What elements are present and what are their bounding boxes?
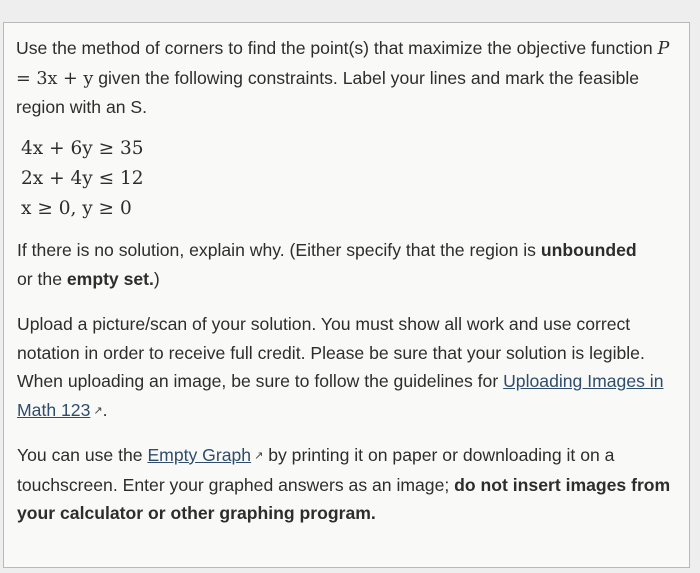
graph-bold-warning: do not insert images from your calculator or other graphing program. [17, 474, 671, 523]
question-card [3, 22, 690, 568]
uploading-images-link[interactable]: Uploading Images in Math 123 [17, 371, 664, 420]
upload-text: Upload a picture/scan of your solution. You must show all work and use correct notation in order to receive full credit. Please be sure that your solution is legible. When uploading an image, be sure to follow the guidelines for [17, 314, 645, 391]
constraint-1: 4x + 6y ≥ 35 [21, 138, 144, 159]
no-solution-paragraph [17, 236, 657, 293]
external-link-icon: ↗ [254, 450, 264, 462]
empty-graph-link[interactable]: Empty Graph [147, 445, 252, 465]
graph-paragraph [17, 441, 682, 528]
no-solution-text-3: ) [153, 268, 160, 289]
upload-paragraph [17, 310, 677, 425]
objective-var: P [657, 39, 670, 59]
graph-text-2: by printing it on paper or downloading it on a touchscreen. Enter your graphed answers as an image; [17, 445, 615, 495]
intro-text-1: Use the method of corners to find the point(s) that maximize the objective function [16, 38, 658, 58]
graph-text-1: You can use the [17, 445, 148, 465]
constraint-3: x ≥ 0, y ≥ 0 [21, 198, 132, 219]
external-link-icon: ↗ [93, 404, 103, 417]
intro-text-2: given the following constraints. Label your lines and mark the feasible region with an S. [16, 67, 640, 117]
unbounded-bold: unbounded [540, 240, 637, 260]
constraint-2: 2x + 4y ≤ 12 [21, 168, 144, 189]
no-solution-text-2: or the [17, 268, 67, 289]
upload-after-link: . [102, 399, 108, 420]
question-intro [16, 34, 671, 122]
empty-set-bold: empty set. [66, 268, 154, 289]
objective-expr: = 3x + y [16, 68, 94, 89]
no-solution-text-1: If there is no solution, explain why. (Either specify that the region is [17, 240, 541, 260]
